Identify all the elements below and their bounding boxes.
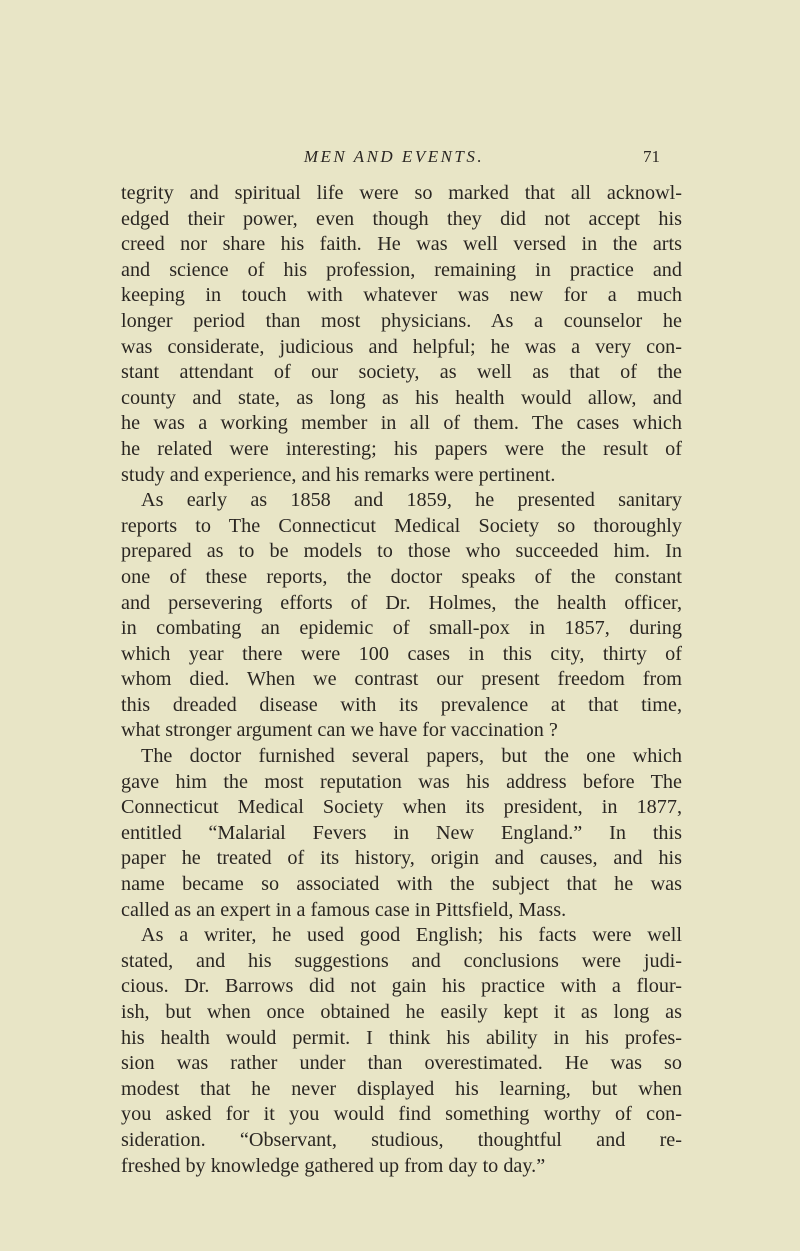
text-line: name became so associated with the subject that he was bbox=[121, 873, 682, 896]
text-line: cious. Dr. Barrows did not gain his practice with a flour- bbox=[121, 975, 682, 998]
text-line: and persevering efforts of Dr. Holmes, the health officer, bbox=[121, 591, 682, 614]
text-line: which year there were 100 cases in this city, thirty of bbox=[121, 642, 682, 665]
text-line: reports to The Connecticut Medical Society so thoroughly bbox=[121, 514, 682, 537]
text-line: gave him the most reputation was his address before The bbox=[121, 770, 682, 793]
text-line: prepared as to be models to those who succeeded him. In bbox=[121, 540, 682, 563]
text-line: edged their power, even though they did not accept his bbox=[121, 207, 682, 230]
running-head bbox=[128, 147, 660, 171]
text-line: in combating an epidemic of small-pox in 1857, during bbox=[121, 617, 682, 640]
text-line: stant attendant of our society, as well as that of the bbox=[121, 361, 682, 384]
text-line: you asked for it you would find something worthy of con- bbox=[121, 1103, 682, 1126]
text-line: this dreaded disease with its prevalence at that time, bbox=[121, 693, 682, 716]
text-line: county and state, as long as his health would allow, and bbox=[121, 386, 682, 409]
text-line: modest that he never displayed his learning, but when bbox=[121, 1077, 682, 1100]
running-title: MEN AND EVENTS. bbox=[303, 147, 485, 166]
text-line: was considerate, judicious and helpful; he was a very con- bbox=[121, 335, 682, 358]
text-line: he was a working member in all of them. The cases which bbox=[121, 412, 682, 435]
text-line: sion was rather under than overestimated. He was so bbox=[121, 1052, 682, 1075]
text-line: As early as 1858 and 1859, he presented sanitary bbox=[141, 489, 682, 512]
text-line: The doctor furnished several papers, but the one which bbox=[141, 745, 682, 768]
text-line: one of these reports, the doctor speaks of the constant bbox=[121, 565, 682, 588]
text-line: tegrity and spiritual life were so marked that all acknowl- bbox=[121, 182, 682, 204]
text-line: ish, but when once obtained he easily kept it as long as bbox=[121, 1001, 682, 1023]
text-line: creed nor share his faith. He was well versed in the arts bbox=[121, 233, 682, 256]
text-line: what stronger argument can we have for vaccination ? bbox=[121, 719, 558, 742]
text-line: called as an expert in a famous case in Pittsfield, Mass. bbox=[121, 898, 567, 921]
text-line: entitled “Malarial Fevers in New England.” In this bbox=[121, 821, 682, 844]
text-line: study and experience, and his remarks were pertinent. bbox=[121, 463, 556, 486]
page-number: 71 bbox=[643, 147, 660, 166]
text-line: Connecticut Medical Society when its president, in 1877, bbox=[121, 796, 682, 819]
text-line: sideration. “Observant, studious, thoughtful and re- bbox=[121, 1128, 682, 1151]
text-line: he related were interesting; his papers were the result of bbox=[121, 437, 682, 460]
body-text bbox=[121, 181, 682, 1179]
text-line: paper he treated of its history, origin and causes, and his bbox=[121, 847, 682, 870]
text-line: As a writer, he used good English; his facts were well bbox=[141, 924, 682, 947]
text-line: stated, and his suggestions and conclusions were judi- bbox=[121, 949, 682, 972]
text-line: his health would permit. I think his ability in his profes- bbox=[121, 1026, 682, 1049]
text-line: freshed by knowledge gathered up from day to day.” bbox=[121, 1154, 546, 1177]
text-line: keeping in touch with whatever was new for a much bbox=[121, 284, 682, 307]
text-line: and science of his profession, remaining in practice and bbox=[121, 258, 682, 281]
text-line: longer period than most physicians. As a counselor he bbox=[121, 309, 682, 332]
text-line: whom died. When we contrast our present freedom from bbox=[121, 668, 682, 691]
